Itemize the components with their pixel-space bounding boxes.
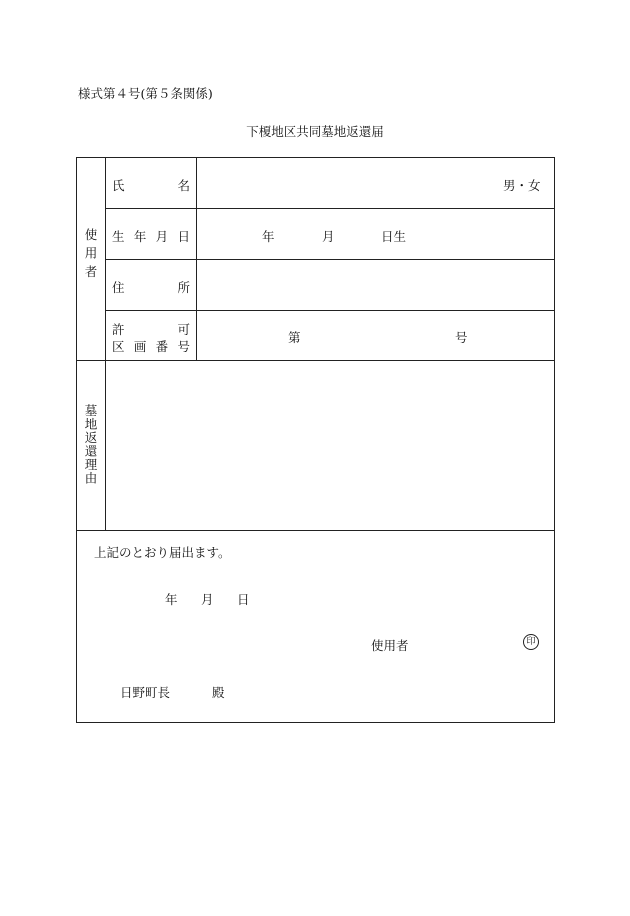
reason-section-label: 墓地返還理由 <box>83 404 98 485</box>
declaration-statement: 上記のとおり届出ます。 <box>94 545 231 560</box>
seal-icon: 印 <box>523 634 539 650</box>
birth-date-label: 生 年 月 日 <box>112 229 190 244</box>
birth-year-unit: 年 <box>262 229 275 244</box>
applicant-label: 使用者 <box>371 638 409 653</box>
permit-label-line1: 許 可 <box>112 322 190 337</box>
section-label-divider <box>105 157 106 530</box>
form-number: 様式第４号(第５条関係) <box>78 86 213 101</box>
honorific: 殿 <box>212 685 225 700</box>
user-section-label: 使用者 <box>83 228 98 284</box>
permit-number-prefix: 第 <box>288 330 301 345</box>
section-divider <box>76 360 555 361</box>
date-year-unit: 年 <box>165 592 178 607</box>
permit-number-suffix: 号 <box>455 330 468 345</box>
birth-month-unit: 月 <box>322 229 335 244</box>
section-divider <box>76 530 555 531</box>
row-divider <box>105 259 555 260</box>
address-label: 住 所 <box>112 280 190 295</box>
gender-choice: 男・女 <box>503 178 541 193</box>
addressee-name: 日野町長 <box>120 685 171 700</box>
date-day-unit: 日 <box>237 592 250 607</box>
row-divider <box>105 310 555 311</box>
date-month-unit: 月 <box>201 592 214 607</box>
birth-day-unit: 日生 <box>381 229 407 244</box>
name-label: 氏 名 <box>112 178 190 193</box>
plot-number-label-line2: 区 画 番 号 <box>112 339 190 354</box>
row-divider <box>105 208 555 209</box>
document-title: 下榎地区共同墓地返還届 <box>246 124 384 139</box>
